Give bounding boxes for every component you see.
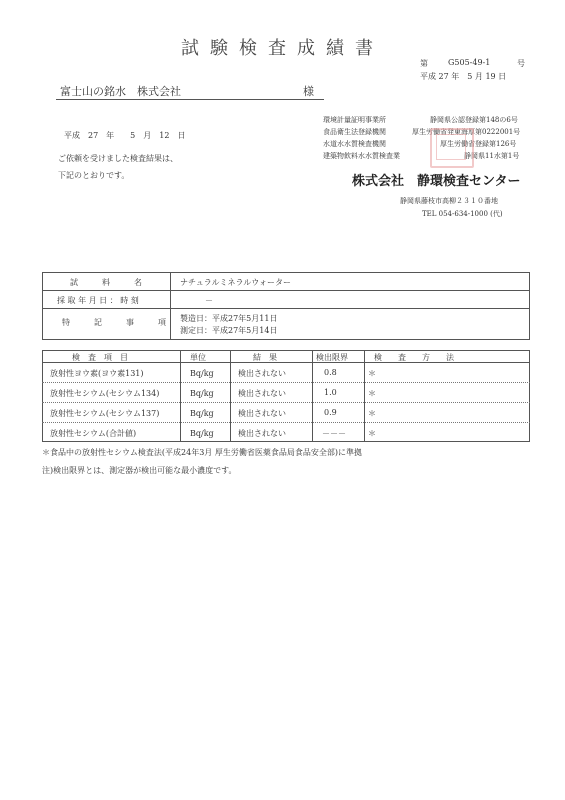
result-unit: Bq/kg: [190, 369, 214, 378]
result-limit: 0.9: [324, 408, 337, 417]
document-number: G505-49-1: [448, 58, 491, 67]
result-item: 放射性ヨウ素(ヨウ素131): [50, 369, 144, 378]
request-text-line2: 下記のとおりです。: [58, 171, 130, 180]
result-limit: 0.8: [324, 368, 337, 377]
sample-name-label: 試 料 名: [70, 278, 142, 287]
result-value: 検出されない: [238, 369, 286, 378]
header-item: 検 査 項 目: [72, 353, 128, 362]
special-notes-label: 特 記 事 項: [62, 318, 166, 327]
results-col-divider: [364, 350, 365, 442]
result-method: ＊: [368, 409, 376, 418]
result-method: ＊: [368, 369, 376, 378]
header-unit: 単位: [190, 353, 206, 362]
method-note: ＊食品中の放射性セシウム検査法(平成24年3月 厚生労働省医薬食品局食品安全部)に準拠: [42, 448, 362, 457]
registration-label: 食品衛生法登録機関: [323, 128, 386, 136]
number-suffix: 号: [517, 59, 525, 68]
honorific: 様: [303, 85, 314, 98]
issuer-tel: TEL 054-634-1000 (代): [422, 210, 503, 218]
registration-label: 水道水水質検査機関: [323, 140, 386, 148]
header-method: 検 査 方 法: [374, 353, 454, 362]
result-value: 検出されない: [238, 409, 286, 418]
header-limit: 検出限界: [316, 353, 348, 362]
result-method: ＊: [368, 429, 376, 438]
registration-value: 厚生労働省発東海厚第0222001号: [412, 128, 521, 136]
result-unit: Bq/kg: [190, 389, 214, 398]
result-item: 放射性セシウム(セシウム137): [50, 409, 160, 418]
addressee: 富士山の銘水 株式会社: [60, 85, 181, 98]
registration-value: 厚生労働省登録第126号: [440, 140, 517, 148]
registration-label: 環境計量証明事業所: [323, 116, 386, 124]
results-col-divider: [312, 350, 313, 442]
company-seal-stamp: [430, 128, 474, 168]
header-result: 結 果: [253, 353, 277, 362]
sample-table-row-line: [42, 308, 530, 309]
result-value: 検出されない: [238, 429, 286, 438]
registration-value: 静岡県公認登録第148の6号: [430, 116, 518, 124]
document-title: 試験検査成績書: [181, 38, 384, 59]
detection-limit-note: 注)検出限界とは、測定器が検出可能な最小濃度です。: [42, 466, 237, 475]
results-row-line: [42, 402, 530, 403]
results-col-divider: [180, 350, 181, 442]
result-unit: Bq/kg: [190, 429, 214, 438]
result-method: ＊: [368, 389, 376, 398]
request-text-line1: ご依頼を受けました検査結果は、: [58, 154, 178, 163]
number-label: 第: [420, 59, 428, 68]
sample-table-row-line: [42, 290, 530, 291]
sampling-datetime-label: 採 取 年 月 日 ： 時 刻: [57, 296, 139, 305]
result-item: 放射性セシウム(合計値): [50, 429, 137, 438]
results-row-line: [42, 422, 530, 423]
results-col-divider: [230, 350, 231, 442]
result-value: 検出されない: [238, 389, 286, 398]
measurement-date: 測定日：平成27年5月14日: [180, 326, 278, 335]
issuer-address: 静岡県藤枝市高柳２３１０番地: [400, 197, 498, 205]
registration-value: 静岡県11水第1号: [464, 152, 520, 160]
sample-table-divider: [170, 272, 171, 340]
result-limit: 1.0: [324, 388, 337, 397]
results-row-line: [42, 382, 530, 383]
sample-name-value: ナチュラルミネラルウォーター: [180, 278, 291, 287]
request-date: 平成 27 年 5 月 12 日: [64, 131, 186, 140]
issuer-name: 株式会社 静環検査センター: [352, 174, 521, 189]
result-unit: Bq/kg: [190, 409, 214, 418]
result-item: 放射性セシウム(セシウム134): [50, 389, 160, 398]
result-limit: －－－: [322, 429, 346, 438]
registration-label: 建築物飲料水水質検査業: [323, 152, 400, 160]
issue-date: 平成 27 年 5 月 19 日: [420, 72, 507, 81]
production-date: 製造日：平成27年5月11日: [180, 314, 278, 323]
sampling-datetime-value: －: [205, 296, 213, 305]
addressee-underline: [56, 99, 324, 100]
